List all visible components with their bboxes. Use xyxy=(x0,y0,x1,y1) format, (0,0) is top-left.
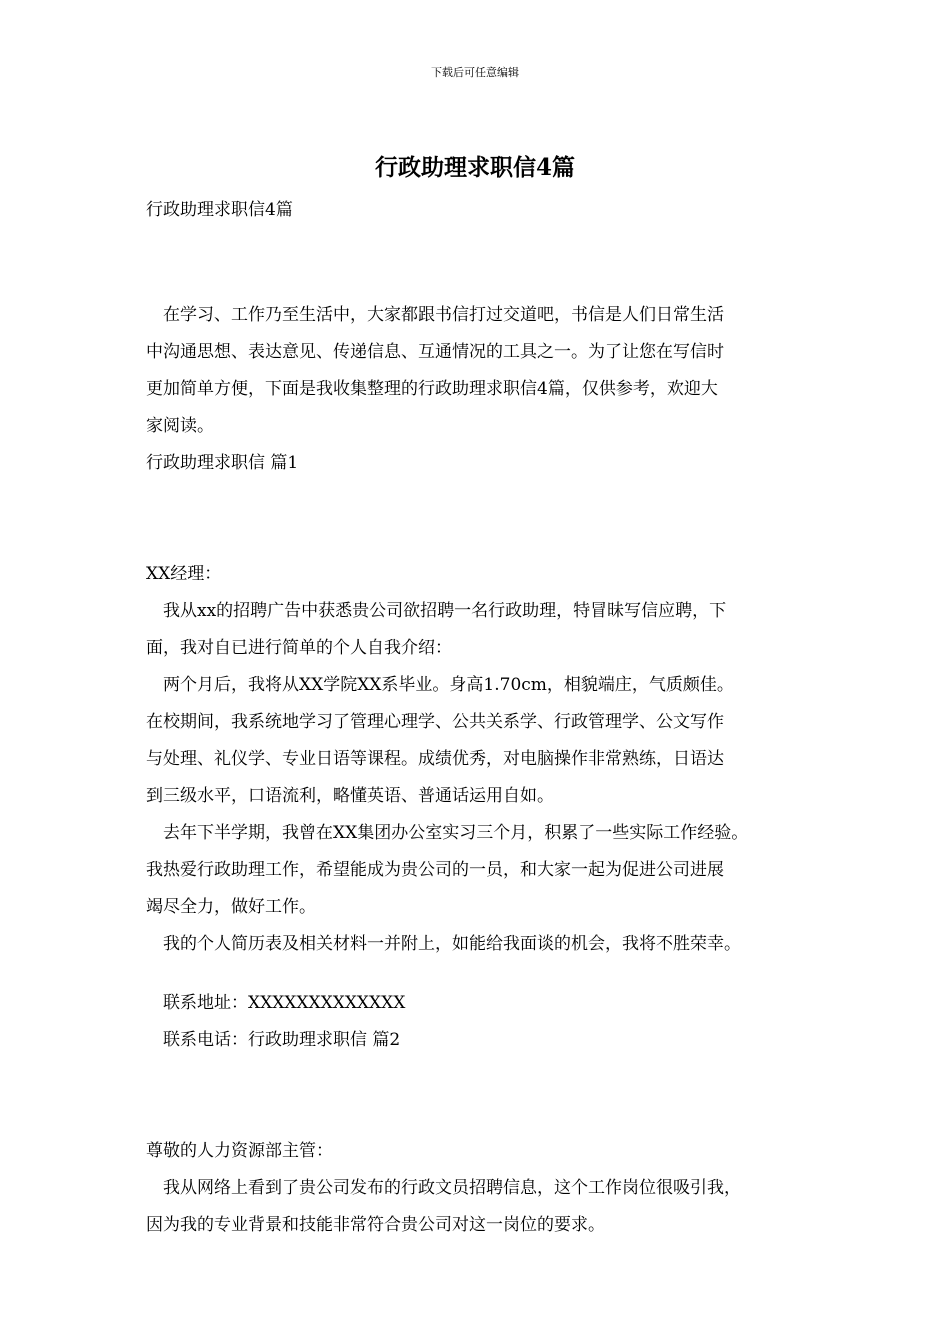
letter-line: 去年下半学期，我曾在XX集团办公室实习三个月，积累了一些实际工作经验。 xyxy=(146,823,749,843)
intro-line: 中沟通思想、表达意见、传递信息、互通情况的工具之一。为了让您在写信时 xyxy=(146,342,724,362)
salutation: XX经理： xyxy=(146,564,222,584)
letter-line: 我热爱行政助理工作，希望能成为贵公司的一员，和大家一起为促进公司进展 xyxy=(146,860,724,880)
letter-line: 与处理、礼仪学、专业日语等课程。成绩优秀，对电脑操作非常熟练，日语达 xyxy=(146,749,724,769)
intro-line: 家阅读。 xyxy=(146,416,214,436)
document-title: 行政助理求职信4篇 xyxy=(374,154,575,181)
intro-line: 更加简单方便，下面是我收集整理的行政助理求职信4篇，仅供参考，欢迎大 xyxy=(146,379,718,399)
letter-line: 竭尽全力，做好工作。 xyxy=(146,897,316,917)
letter-line: 我从xx的招聘广告中获悉贵公司欲招聘一名行政助理，特冒昧写信应聘，下 xyxy=(146,601,727,621)
section-heading: 行政助理求职信 篇1 xyxy=(146,453,299,473)
document-body xyxy=(146,297,826,1244)
document-subtitle: 行政助理求职信4篇 xyxy=(146,200,293,220)
letter-line: 因为我的专业背景和技能非常符合贵公司对这一岗位的要求。 xyxy=(146,1215,605,1235)
letter-line: 到三级水平，口语流利，略懂英语、普通话运用自如。 xyxy=(146,786,554,806)
intro-line: 在学习、工作乃至生活中，大家都跟书信打过交道吧，书信是人们日常生活 xyxy=(146,305,724,325)
letter-line: 两个月后，我将从XX学院XX系毕业。身高1.70cm，相貌端庄，气质颇佳。 xyxy=(146,675,734,695)
letter-line: 我的个人简历表及相关材料一并附上，如能给我面谈的机会，我将不胜荣幸。 xyxy=(146,934,741,954)
contact-phone: 联系电话：行政助理求职信 篇2 xyxy=(146,1030,401,1050)
salutation: 尊敬的人力资源部主管： xyxy=(146,1141,333,1161)
header-note: 下载后可任意编辑 xyxy=(431,66,519,79)
contact-address: 联系地址：XXXXXXXXXXXXX xyxy=(146,993,406,1013)
letter-line: 面，我对自已进行简单的个人自我介绍： xyxy=(146,638,452,658)
letter-line: 我从网络上看到了贵公司发布的行政文员招聘信息，这个工作岗位很吸引我， xyxy=(146,1178,741,1198)
letter-line: 在校期间，我系统地学习了管理心理学、公共关系学、行政管理学、公文写作 xyxy=(146,712,724,732)
